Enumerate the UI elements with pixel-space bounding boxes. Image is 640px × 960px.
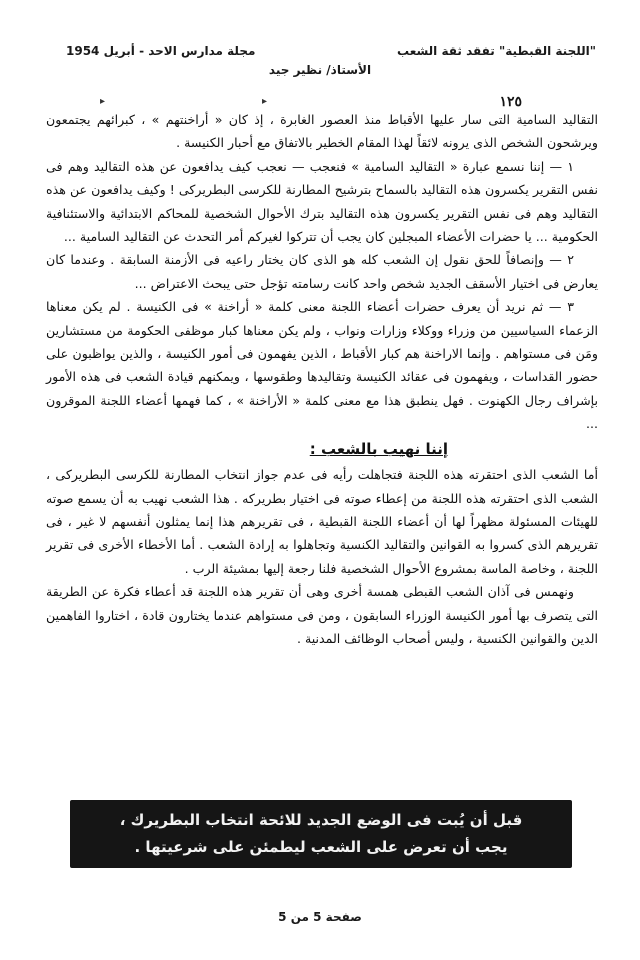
page-number: ١٢٥	[499, 94, 522, 110]
section-heading: إننا نهيب بالشعب :	[309, 439, 448, 458]
paragraph: ٣ — ثم نريد أن يعرف حضرات أعضاء اللجنة معنى كلمة « أراخنة » فى الكنيسة . لم يكن معناها الزعماء السياسيين من وزراء ووكلاء وزارات ونواب ، ولم يكن معناها كبار موظفى الحكومة من مستشارين ومَن فى مستواهم . وإنما الاراخنة هم كبار الأقباط ، الذين يفهمون فى أمور الكنيسة ، والذين يواظبون على حضور القداسات ، ويفهمون فى عقائد الكنيسة وتقاليدها وطقوسها ، ويمكنهم قيادة الشعب فى هذه الأمور بإشراف رجال الكهنوت . فهل ينطبق هذا مع معنى كلمة « الأراخنة » ، كما فهمها أعضاء اللجنة الموقرون ...	[46, 299, 598, 432]
scan-mark: ▸	[100, 96, 106, 107]
callout-banner	[70, 800, 572, 868]
paragraph: ٢ — وإنصافاً للحق نقول إن الشعب كله هو الذى كان يختار راعيه فى الأزمنة السابقة . وعندما كان يعارض فى اختيار الأسقف الجديد شخص واحد كانت رسامته تؤجل حتى يبحث الاعتراض ...	[46, 252, 598, 291]
page-footer: صفحة 5 من 5	[278, 910, 362, 924]
journal-title: مجلة مدارس الاحد - أبريل 1954	[66, 44, 256, 58]
author-name: الأستاذ/ نظير جيد	[268, 63, 372, 77]
banner-line: قبل أن يُبت فى الوضع الجديد للائحة انتخاب البطريرك ،	[119, 811, 523, 829]
paragraph: أما الشعب الذى احتقرته هذه اللجنة فتجاهلت رأيه فى عدم جواز انتخاب المطارنة للكرسى البطريركى ، الشعب الذى احتقرته هذه اللجنة من إعطاء صوته فى اختيار بطريركه . هذا الشعب نهيب به أن يسمع صوته للهيئات المسئولة مظهراً لها أن أعضاء اللجنة القبطية ، فى تقريرهم هذا إنما يمثلون أنفسهم لا غير ، فى تقريرهم الذى كسروا به القوانين والتقاليد الكنسية وتجاهلوا به إرادة الشعب . أما الأخطاء الأخرى فى تقرير اللجنة ، وخاصة الماسة بمشروع الأحوال الشخصية فلنا رجعة إليها بمشيئة الرب .	[46, 467, 598, 576]
banner-line: يجب أن تعرض على الشعب ليطمئن على شرعيتها .	[134, 838, 508, 856]
article-body	[46, 108, 598, 650]
paragraph: ونهمس فى آذان الشعب القبطى همسة أخرى وهى أن تقرير هذه اللجنة قد أعطاء فكرة عن الطريقة التى يتصرف بها أمور الكنيسة الوزراء السابقون ، ومن فى مستواهم عندما يختارون قادة ، اختاروا الفاهمين الدين والقوانين الكنسية ، وليس أصحاب الوظائف المدنية .	[46, 584, 598, 646]
scan-mark: ▸	[262, 96, 268, 107]
paragraph: ١ — إننا نسمع عبارة « التقاليد السامية » فنعجب — نعجب كيف يدافعون عن هذه التقاليد وهم فى نفس التقرير يكسرون هذه التقاليد بالسماح بترشيح المطارنة للكرسى البطريركى ! وكيف يدافعون عن هذه التقاليد وهم فى نفس التقرير يكسرون هذه التقاليد بترك الأحوال الشخصية للمحاكم الابتدائية والاستئنافية الحكومية ... يا حضرات الأعضاء المبجلين كان يجب أن تتركوا لغيركم أمر التحدث عن التقاليد السامية ...	[46, 158, 598, 245]
article-title: "اللجنة القبطية" تفقد ثقة الشعب	[396, 44, 596, 58]
paragraph: التقاليد السامية التى سار عليها الأقباط منذ العصور الغابرة ، إذ كان « أراخنتهم » ، كبرائهم يجتمعون ويرشحون الشخص الذى يرونه لائقاً لهذا المقام الخطير بالاتفاق مع أحبار الكنيسة .	[46, 112, 598, 151]
